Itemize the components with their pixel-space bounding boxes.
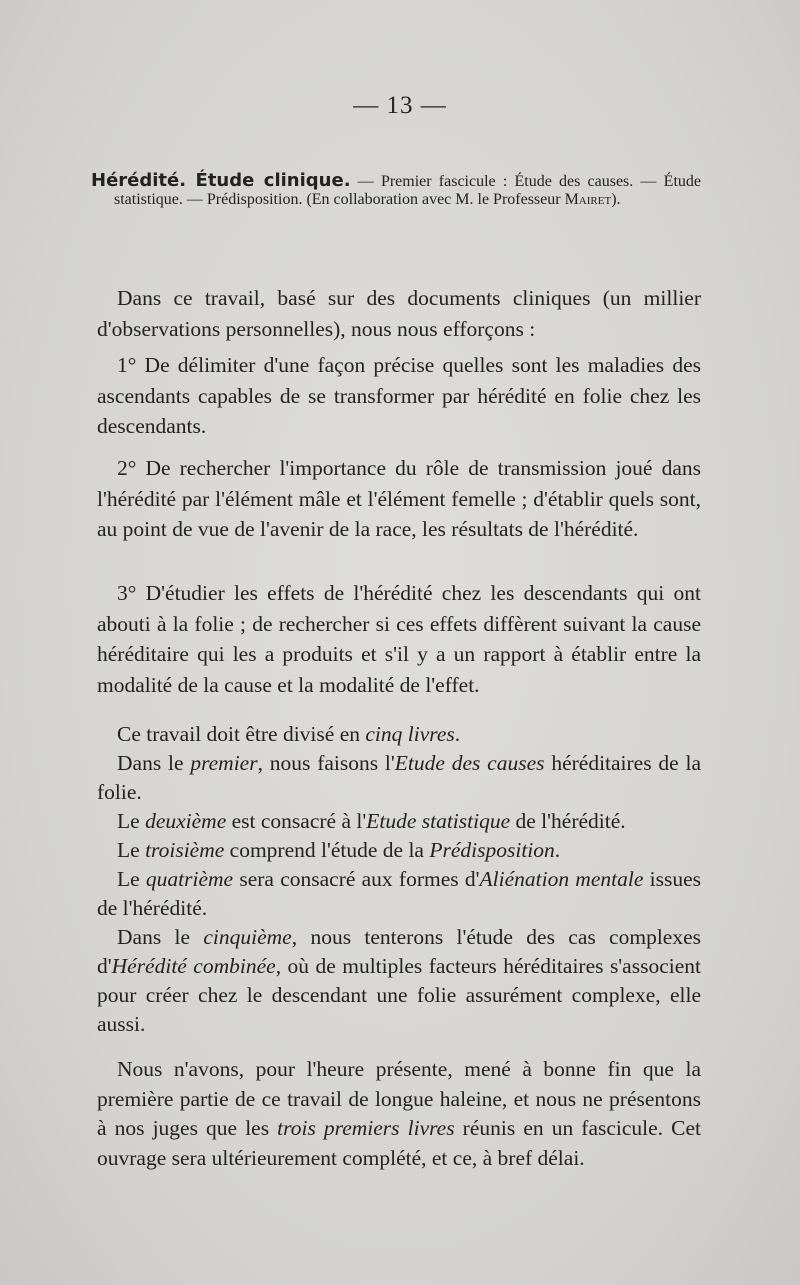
point-2-paragraph: 2° De rechercher l'importance du rôle de transmission joué dans l'hérédité par l'élément mâle et l'élément femelle ; d'établir quels sont, au point de vue de l'avenir de la race, les résultats de l'hérédité. xyxy=(97,456,701,541)
intro-block xyxy=(97,283,701,344)
plan-paragraph-2: Dans le premier, nous faisons l'Etude des causes héréditaires de la folie. xyxy=(97,751,702,804)
point-1-block xyxy=(97,350,701,442)
plan-paragraph-1: Ce travail doit être divisé en cinq livres. xyxy=(117,722,461,746)
plan-paragraph-3: Le deuxième est consacré à l'Etude statistique de l'hérédité. xyxy=(117,809,626,833)
plan-paragraph-4: Le troisième comprend l'étude de la Prédisposition. xyxy=(117,838,561,862)
intro-paragraph: Dans ce travail, basé sur des documents cliniques (un millier d'observations personnelles), nous nous efforçons : xyxy=(97,286,701,341)
point-3-block xyxy=(97,578,701,700)
conclusion-block xyxy=(97,1055,701,1173)
heading-text-end: ). xyxy=(611,191,621,208)
plan-paragraph-6: Dans le cinquième, nous tenterons l'étude des cas complexes d'Hérédité combinée, où de multiples facteurs héréditaires s'associent pour créer chez le descendant une folie assurément complexe, elle aussi. xyxy=(97,925,701,1036)
point-2-block xyxy=(97,453,701,545)
conclusion-paragraph: Nous n'avons, pour l'heure présente, mené à bonne fin que la première partie de ce travail de longue haleine, et nous ne présentons à nos juges que les trois premiers livres réunis en un fascicule. Cet ouvrage sera ultérieurement complété, et ce, à bref délai. xyxy=(97,1057,701,1170)
page-number: — 13 — xyxy=(353,92,447,119)
heading-paragraph xyxy=(91,170,701,209)
plan-paragraph-5: Le quatrième sera consacré aux formes d'Aliénation mentale issues de l'hérédité. xyxy=(97,867,701,920)
collaborator-name: Mairet xyxy=(564,191,612,208)
point-1-paragraph: 1° De délimiter d'une façon précise quelles sont les maladies des ascendants capables de se transformer par hérédité en folie chez les descendants. xyxy=(97,353,701,438)
entry-heading xyxy=(91,170,701,209)
plan-block xyxy=(97,720,701,1039)
heading-title: Hérédité. Étude clinique. xyxy=(91,170,351,191)
heading-text: — Premier fascicule : Étude des causes. — Étude statistique. — Prédisposition. (En collaboration avec M. le Professeur xyxy=(114,173,701,208)
point-3-paragraph: 3° D'étudier les effets de l'hérédité chez les descendants qui ont abouti à la folie ; de rechercher si ces effets diffèrent suivant la cause héréditaire qui les a produits et s'il y a un rapport à établir entre la modalité de la cause et la modalité de l'effet. xyxy=(97,581,701,697)
